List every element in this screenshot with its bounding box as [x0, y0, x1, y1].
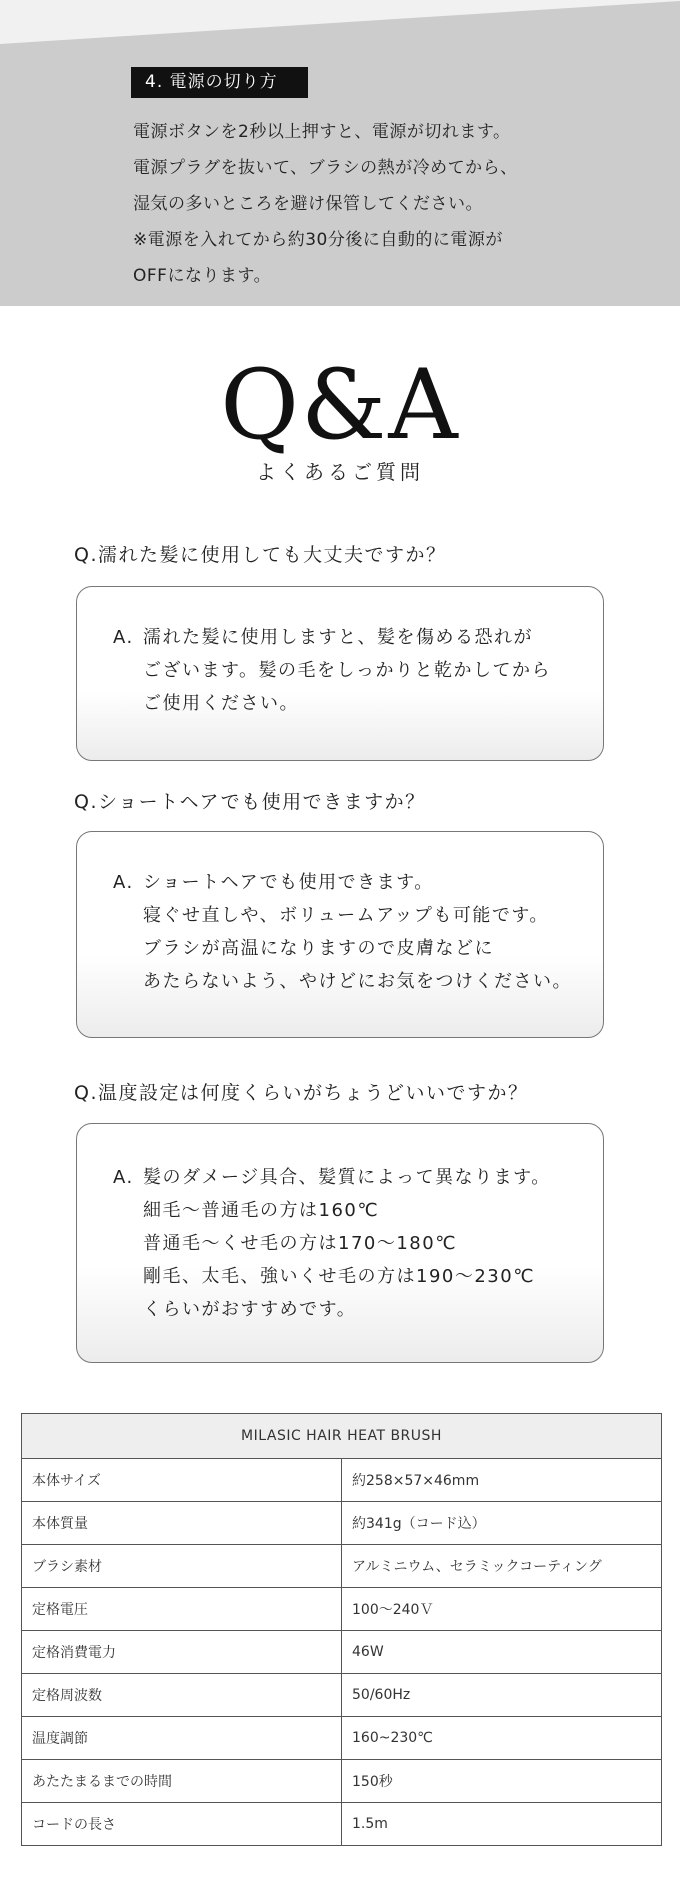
spec-value: 100～240Ｖ: [342, 1588, 662, 1631]
spec-label: あたたまるまでの時間: [22, 1760, 342, 1803]
power-off-section: [0, 0, 680, 306]
spec-label: 定格消費電力: [22, 1631, 342, 1674]
answer-line: ございます。髪の毛をしっかりと乾かしてから: [143, 660, 552, 681]
spec-value: 約341g（コード込）: [342, 1502, 662, 1545]
qa-subtitle: よくあるご質問: [256, 460, 424, 484]
answer-line: 剛毛、太毛、強いくせ毛の方は190～230℃: [143, 1266, 535, 1287]
table-row: [22, 1803, 662, 1846]
power-off-instructions: [133, 114, 518, 294]
answer-mark: A.: [113, 627, 134, 648]
answer-box-2: [76, 831, 604, 1038]
table-row: [22, 1631, 662, 1674]
answer-line: 細毛～普通毛の方は160℃: [143, 1200, 380, 1221]
spec-value: 50/60Hz: [342, 1674, 662, 1717]
spec-label: ブラシ素材: [22, 1545, 342, 1588]
answer-line: ブラシが高温になりますので皮膚などに: [143, 938, 494, 959]
table-row: [22, 1545, 662, 1588]
spec-table: [21, 1413, 662, 1846]
spec-label: 本体質量: [22, 1502, 342, 1545]
power-off-line: 湿気の多いところを避け保管してください。: [133, 194, 483, 214]
answer-line: あたらないよう、やけどにお気をつけください。: [143, 971, 572, 992]
spec-table-title: MILASIC HAIR HEAT BRUSH: [22, 1414, 662, 1459]
question-1: Q.濡れた髪に使用しても大丈夫ですか？: [74, 544, 447, 566]
answer-line: 普通毛～くせ毛の方は170～180℃: [143, 1233, 457, 1254]
spec-label: 定格周波数: [22, 1674, 342, 1717]
answer-box-3: [76, 1123, 604, 1363]
power-off-line: 電源プラグを抜いて、ブラシの熱が冷めてから、: [133, 158, 518, 178]
spec-table-header-row: [22, 1414, 662, 1459]
table-row: [22, 1717, 662, 1760]
power-off-line: ※電源を入れてから約30分後に自動的に電源が: [133, 230, 503, 250]
answer-text-3: [113, 1161, 551, 1326]
spec-label: 定格電圧: [22, 1588, 342, 1631]
answer-line: ショートヘアでも使用できます。: [143, 872, 434, 893]
answer-mark: A.: [113, 872, 134, 893]
power-off-title: 4. 電源の切り方: [131, 67, 308, 98]
answer-text-2: [113, 866, 572, 998]
table-row: [22, 1674, 662, 1717]
spec-value: 150秒: [342, 1760, 662, 1803]
answer-box-1: [76, 586, 604, 761]
answer-line: 濡れた髪に使用しますと、髪を傷める恐れが: [143, 627, 533, 648]
qa-logo: Q&A: [220, 349, 460, 461]
answer-line: 寝ぐせ直しや、ボリュームアップも可能です。: [143, 905, 549, 926]
table-row: [22, 1760, 662, 1803]
spec-label: 温度調節: [22, 1717, 342, 1760]
answer-line: ご使用ください。: [143, 693, 299, 714]
question-3: Q.温度設定は何度くらいがちょうどいいですか？: [74, 1082, 529, 1104]
question-2: Q.ショートヘアでも使用できますか？: [74, 791, 426, 813]
table-row: [22, 1588, 662, 1631]
spec-value: 約258×57×46mm: [342, 1459, 662, 1502]
spec-label: コードの長さ: [22, 1803, 342, 1846]
answer-line: 髪のダメージ具合、髪質によって異なります。: [143, 1167, 551, 1188]
spec-label: 本体サイズ: [22, 1459, 342, 1502]
power-off-line: OFFになります。: [133, 266, 272, 286]
table-row: [22, 1502, 662, 1545]
spec-value: アルミニウム、セラミックコーティング: [342, 1545, 662, 1588]
table-row: [22, 1459, 662, 1502]
answer-mark: A.: [113, 1167, 134, 1188]
answer-line: くらいがおすすめです。: [143, 1299, 357, 1320]
spec-value: 160~230℃: [342, 1717, 662, 1760]
power-off-line: 電源ボタンを2秒以上押すと、電源が切れます。: [133, 122, 511, 142]
spec-value: 1.5m: [342, 1803, 662, 1846]
diagonal-white-band: [0, 0, 680, 46]
spec-value: 46W: [342, 1631, 662, 1674]
answer-text-1: [113, 621, 551, 720]
